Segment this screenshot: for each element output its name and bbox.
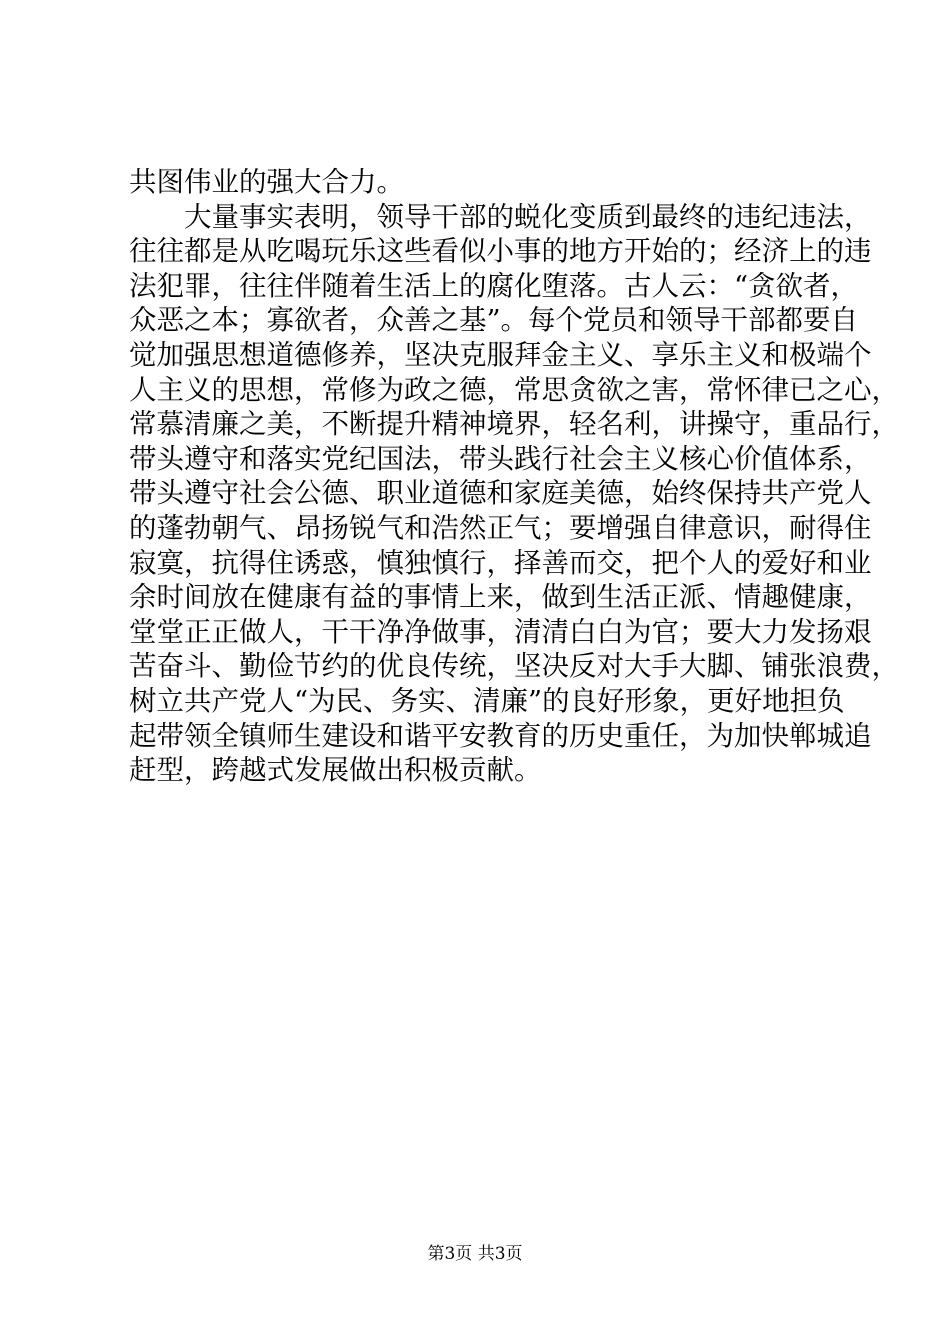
page-footer: 第3页 共3页 bbox=[427, 1244, 523, 1264]
text-line: 带头遵守和落实党纪国法，带头践行社会主义核心价值体系， bbox=[129, 442, 872, 475]
text-line: 常慕清廉之美，不断提升精神境界，轻名利，讲操守，重品行， bbox=[129, 408, 899, 441]
text-line: 的蓬勃朝气、昂扬锐气和浩然正气；要增强自律意识，耐得住 bbox=[129, 511, 872, 544]
text-line: 树立共产党人“为民、务实、清廉”的良好形象，更好地担负 bbox=[129, 684, 845, 717]
text-line: 共图伟业的强大合力。 bbox=[129, 166, 404, 198]
body-text bbox=[129, 165, 899, 788]
text-line: 寂寞，抗得住诱惑，慎独慎行，择善而交，把个人的爱好和业 bbox=[129, 546, 872, 579]
text-line: 法犯罪，往往伴随着生活上的腐化堕落。古人云：“贪欲者， bbox=[129, 269, 859, 302]
text-line: 人主义的思想，常修为政之德，常思贪欲之害，常怀律已之心， bbox=[129, 373, 899, 406]
text-line: 苦奋斗、勤俭节约的优良传统，坚决反对大手大脚、铺张浪费， bbox=[129, 650, 899, 683]
text-line: 带头遵守社会公德、职业道德和家庭美德，始终保持共产党人 bbox=[129, 477, 872, 510]
text-line: 众恶之本；寡欲者，众善之基”。每个党员和领导干部都要自 bbox=[129, 304, 859, 337]
text-line: 往往都是从吃喝玩乐这些看似小事的地方开始的；经济上的违 bbox=[129, 235, 872, 268]
text-line: 觉加强思想道德修养，坚决克服拜金主义、享乐主义和极端个 bbox=[129, 338, 872, 371]
text-line: 堂堂正正做人，干干净净做事，清清白白为官；要大力发扬艰 bbox=[129, 615, 872, 648]
text-line: 大量事实表明，领导干部的蜕化变质到最终的违纪违法， bbox=[129, 200, 872, 233]
text-line: 赶型，跨越式发展做出积极贡献。 bbox=[129, 754, 542, 787]
text-line: 余时间放在健康有益的事情上来，做到生活正派、情趣健康， bbox=[129, 581, 872, 614]
text-line: 起带领全镇师生建设和谐平安教育的历史重任，为加快郸城追 bbox=[129, 719, 872, 752]
